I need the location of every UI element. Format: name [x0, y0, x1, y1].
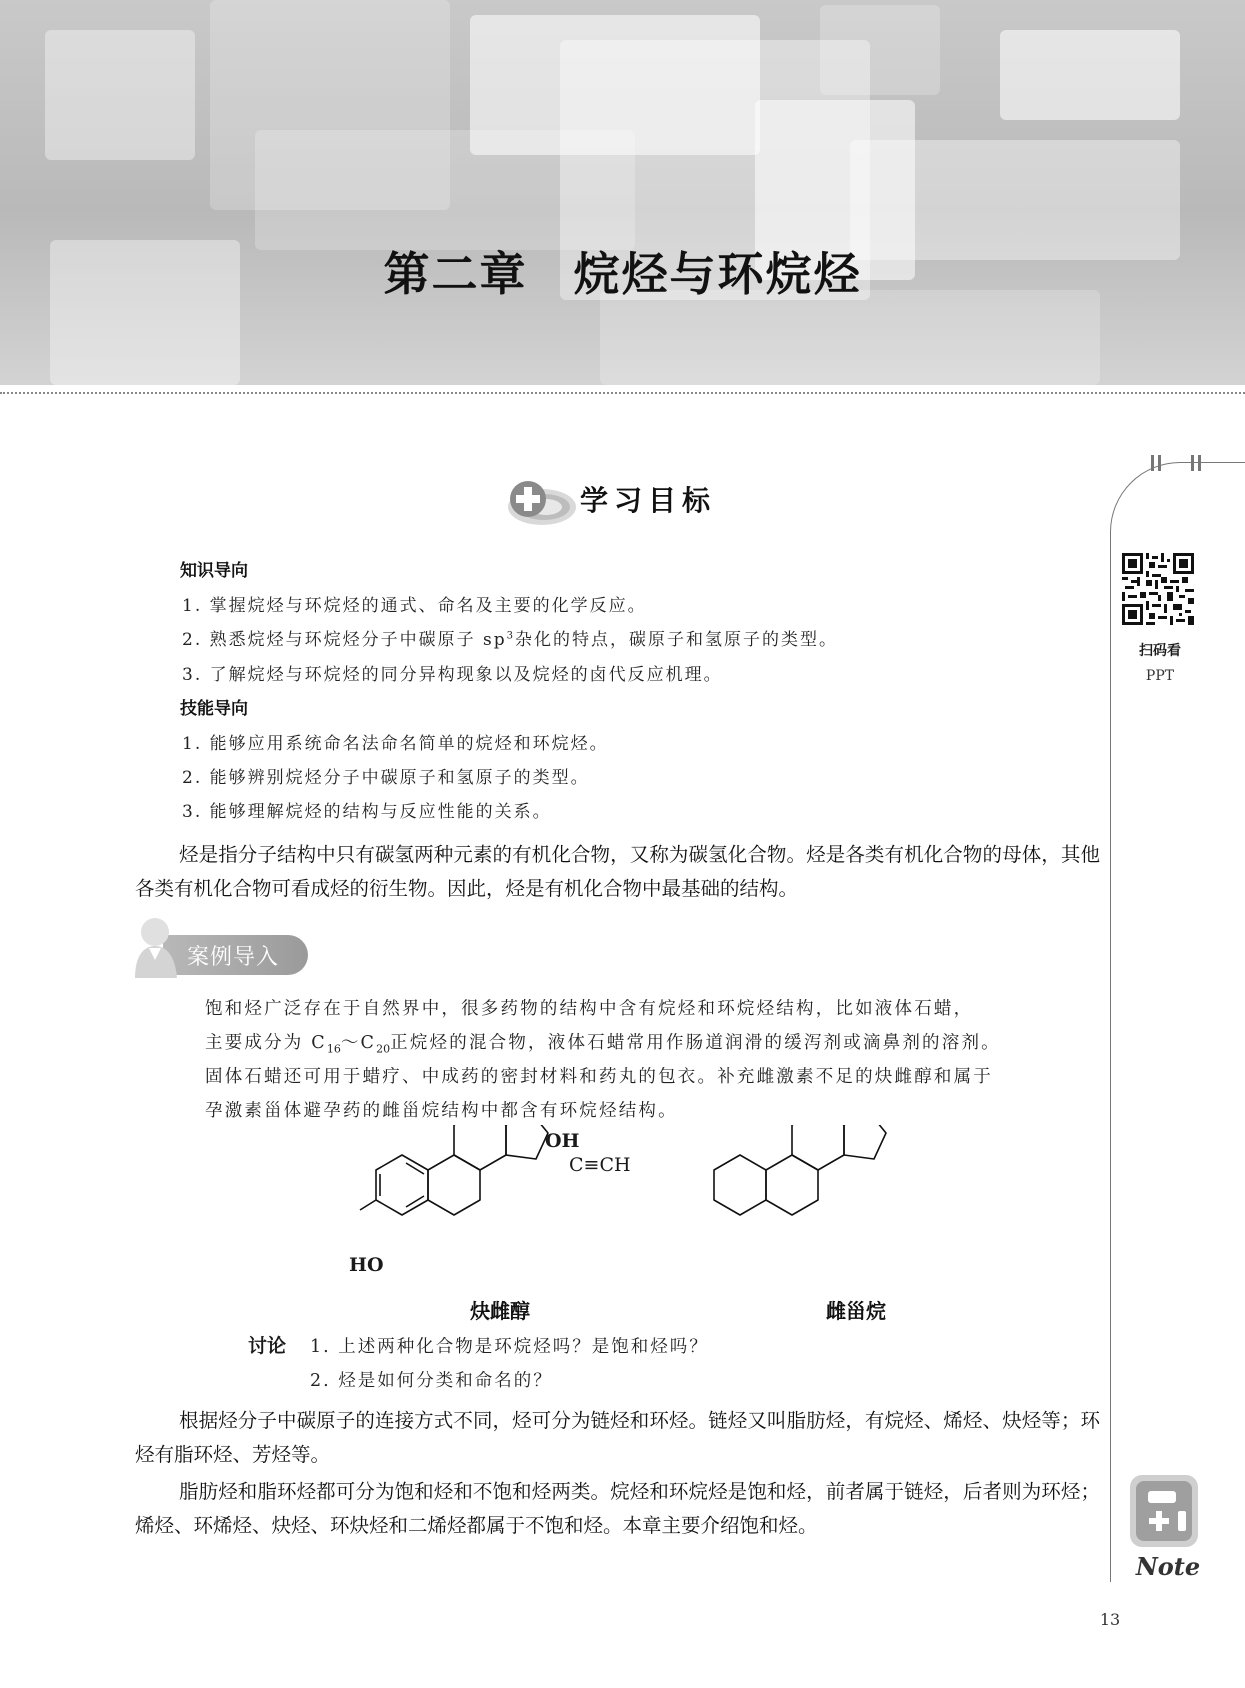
margin-tick — [1151, 455, 1154, 471]
intro-paragraph: 烃是指分子结构中只有碳氢两种元素的有机化合物，又称为碳氢化合物。烃是各类有机化合物的母体，其他各类有机化合物可看成烃的衍生物。因此，烃是有机化合物中最基础的结构。 — [135, 843, 1100, 900]
body-paragraph: 脂肪烃和脂环烃都可分为饱和烃和不饱和烃两类。烷烃和环烷烃是饱和烃，前者属于链烃，后者则为环烃；烯烃、环烯烃、炔烃、环炔烃和二烯烃都属于不饱和烃。本章主要介绍饱和烃。 — [135, 1480, 1100, 1537]
ppt-label: PPT — [1145, 668, 1175, 684]
hydroxyl-label: OH — [545, 1130, 580, 1152]
margin-tick — [1198, 455, 1201, 471]
qr-code-icon[interactable] — [1122, 553, 1194, 625]
margin-rule — [1110, 462, 1245, 1582]
knowledge-item-text: 杂化的特点，碳原子和氢原子的类型。 — [515, 630, 839, 650]
skill-heading: 技能导向 — [180, 699, 248, 719]
estrane-structure — [714, 1125, 886, 1215]
case-text: ～C — [340, 1033, 377, 1053]
skill-item: 3. 能够理解烷烃的结构与反应性能的关系。 — [182, 802, 552, 822]
ethynyl-label: C≡CH — [569, 1154, 631, 1176]
skill-item: 2. 能够辨别烷烃分子中碳原子和氢原子的类型。 — [182, 768, 590, 788]
note-icon — [1128, 1473, 1200, 1549]
chapter-number: 第二章 — [383, 247, 528, 301]
structure-name: 雌甾烷 — [826, 1299, 886, 1323]
plus-badge-icon — [502, 475, 578, 531]
skill-item: 1. 能够应用系统命名法命名简单的烷烃和环烷烃。 — [182, 734, 609, 754]
note-label: Note — [1135, 1552, 1201, 1581]
superscript: 3 — [506, 630, 516, 642]
case-text-line: 孕激素甾体避孕药的雌甾烷结构中都含有环烷烃结构。 — [205, 1101, 678, 1121]
chapter-banner — [0, 0, 1245, 385]
dotted-divider — [0, 392, 1245, 394]
discussion-question: 2. 烃是如何分类和命名的？ — [310, 1371, 553, 1391]
knowledge-item: 1. 掌握烷烃与环烷烃的通式、命名及主要的化学反应。 — [182, 596, 647, 616]
chapter-name: 烷烃与环烷烃 — [573, 247, 862, 301]
structure-name: 炔雌醇 — [470, 1299, 530, 1323]
case-text: 正烷烃的混合物，液体石蜡常用作肠道润滑的缓泻剂或滴鼻剂的溶剂。 — [390, 1033, 1001, 1053]
ethinylestradiol-structure — [360, 1125, 558, 1215]
case-text: 主要成分为 C — [205, 1033, 327, 1053]
ho-label: HO — [349, 1254, 384, 1276]
knowledge-item-text: 2. 熟悉烷烃与环烷烃分子中碳原子 sp — [182, 630, 507, 650]
margin-tick — [1191, 455, 1194, 471]
case-intro-label: 案例导入 — [187, 945, 280, 970]
discussion-question: 1. 上述两种化合物是环烷烃吗？是饱和烃吗？ — [310, 1337, 709, 1357]
page-number: 13 — [1099, 1610, 1121, 1629]
person-icon — [133, 916, 193, 978]
case-text-line — [205, 1029, 1085, 1056]
chapter-title — [0, 238, 1245, 304]
discussion-label: 讨论 — [248, 1335, 287, 1357]
subscript: 20 — [376, 1042, 391, 1056]
learning-objectives-title: 学习目标 — [580, 484, 717, 517]
scan-qr-label: 扫码看 — [1139, 643, 1181, 659]
knowledge-heading: 知识导向 — [180, 561, 248, 581]
body-paragraph: 根据烃分子中碳原子的连接方式不同，烃可分为链烃和环烃。链烃又叫脂肪烃，有烷烃、烯烃、炔烃等；环烃有脂环烃、芳烃等。 — [135, 1409, 1100, 1466]
case-text-line: 固体石蜡还可用于蜡疗、中成药的密封材料和药丸的包衣。补充雌激素不足的炔雌醇和属于 — [205, 1067, 993, 1087]
margin-tick — [1158, 455, 1161, 471]
knowledge-item: 3. 了解烷烃与环烷烃的同分异构现象以及烷烃的卤代反应机理。 — [182, 665, 723, 685]
subscript: 16 — [326, 1042, 341, 1056]
case-text-line: 饱和烃广泛存在于自然界中，很多药物的结构中含有烷烃和环烷烃结构，比如液体石蜡， — [205, 999, 974, 1019]
knowledge-item — [182, 625, 838, 650]
